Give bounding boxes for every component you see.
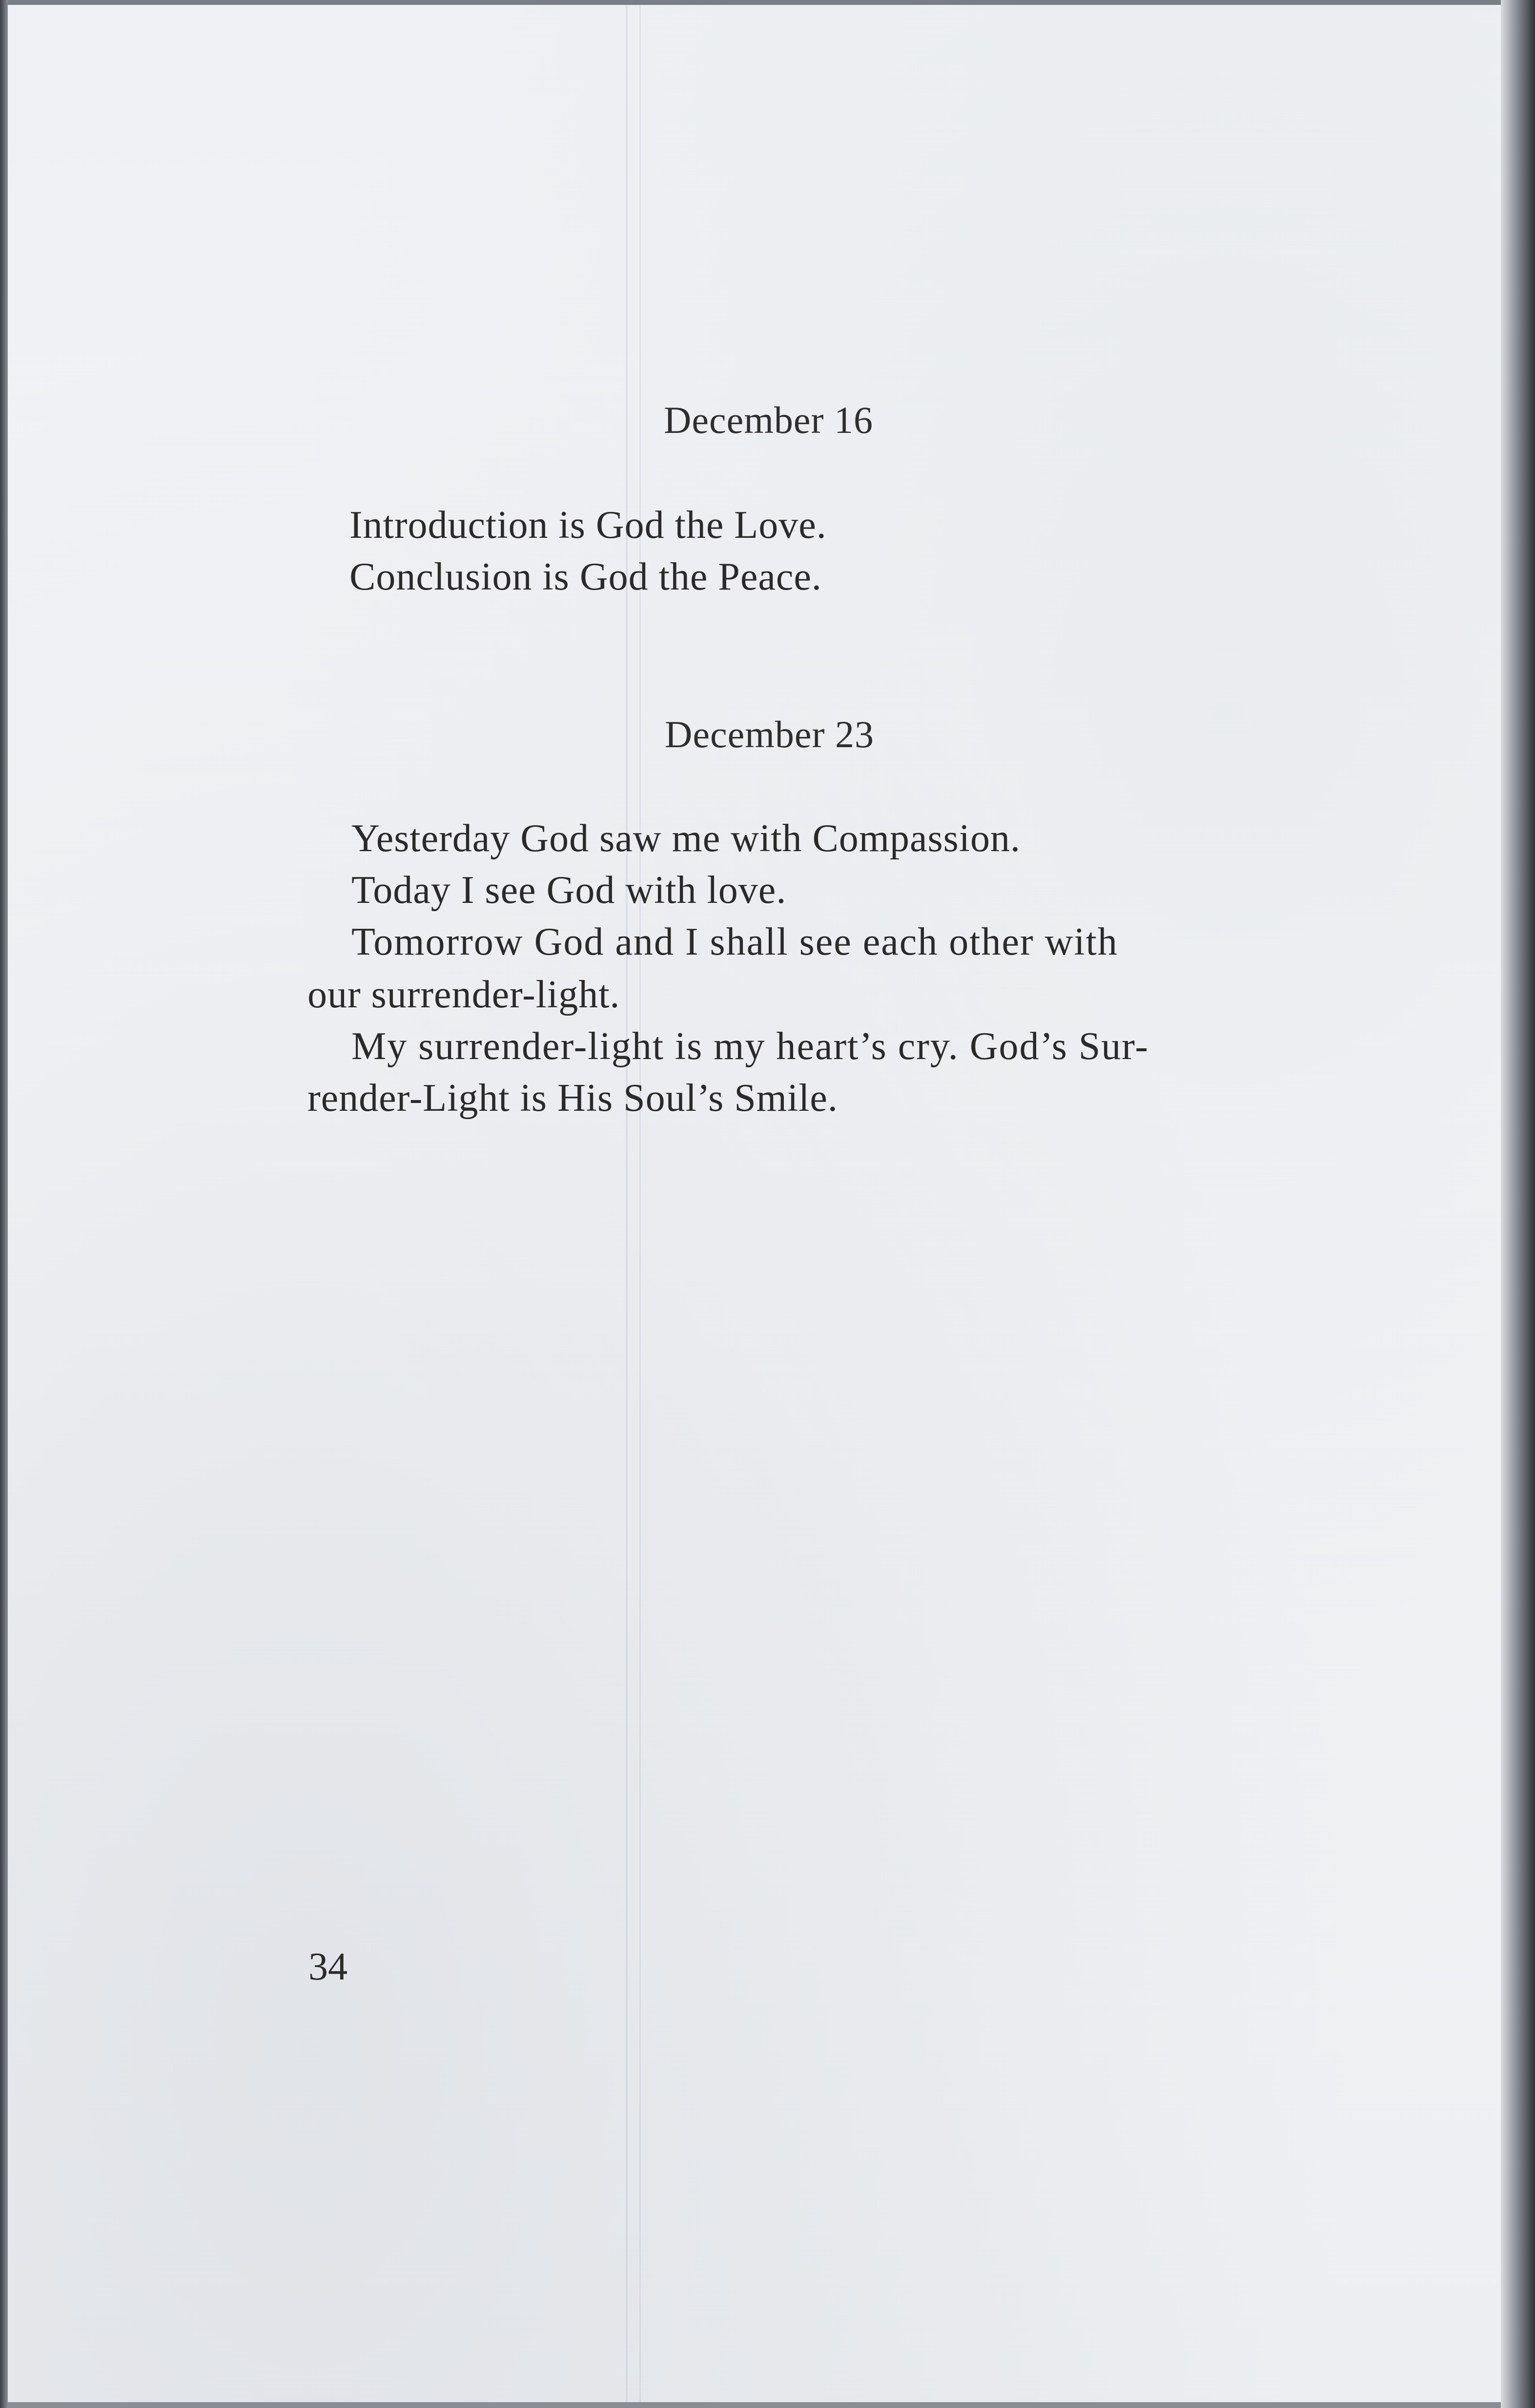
entry-date-december-16: December 16: [664, 399, 873, 441]
scan-edge-right: [1501, 0, 1535, 2408]
scan-edge-bottom: [0, 2402, 1535, 2408]
fold-line: [639, 0, 641, 2408]
scan-edge-left: [0, 0, 8, 2408]
page-number: 34: [308, 1945, 348, 1988]
scan-edge-top: [0, 0, 1535, 5]
entry-date-december-23: December 23: [665, 713, 874, 755]
fold-line: [626, 0, 628, 2408]
entry-line: Tomorrow God and I shall see each other with: [351, 920, 1118, 963]
entry-line: Today I see God with love.: [351, 869, 787, 912]
entry-line: our surrender-light.: [307, 973, 620, 1016]
entry-line: My surrender-light is my heart’s cry. God’s Sur-: [351, 1025, 1149, 1068]
entry-line: Introduction is God the Love.: [349, 504, 827, 547]
entry-line: Yesterday God saw me with Compassion.: [351, 817, 1021, 860]
entry-line: render-Light is His Soul’s Smile.: [307, 1077, 838, 1120]
entry-line: Conclusion is God the Peace.: [349, 555, 822, 598]
